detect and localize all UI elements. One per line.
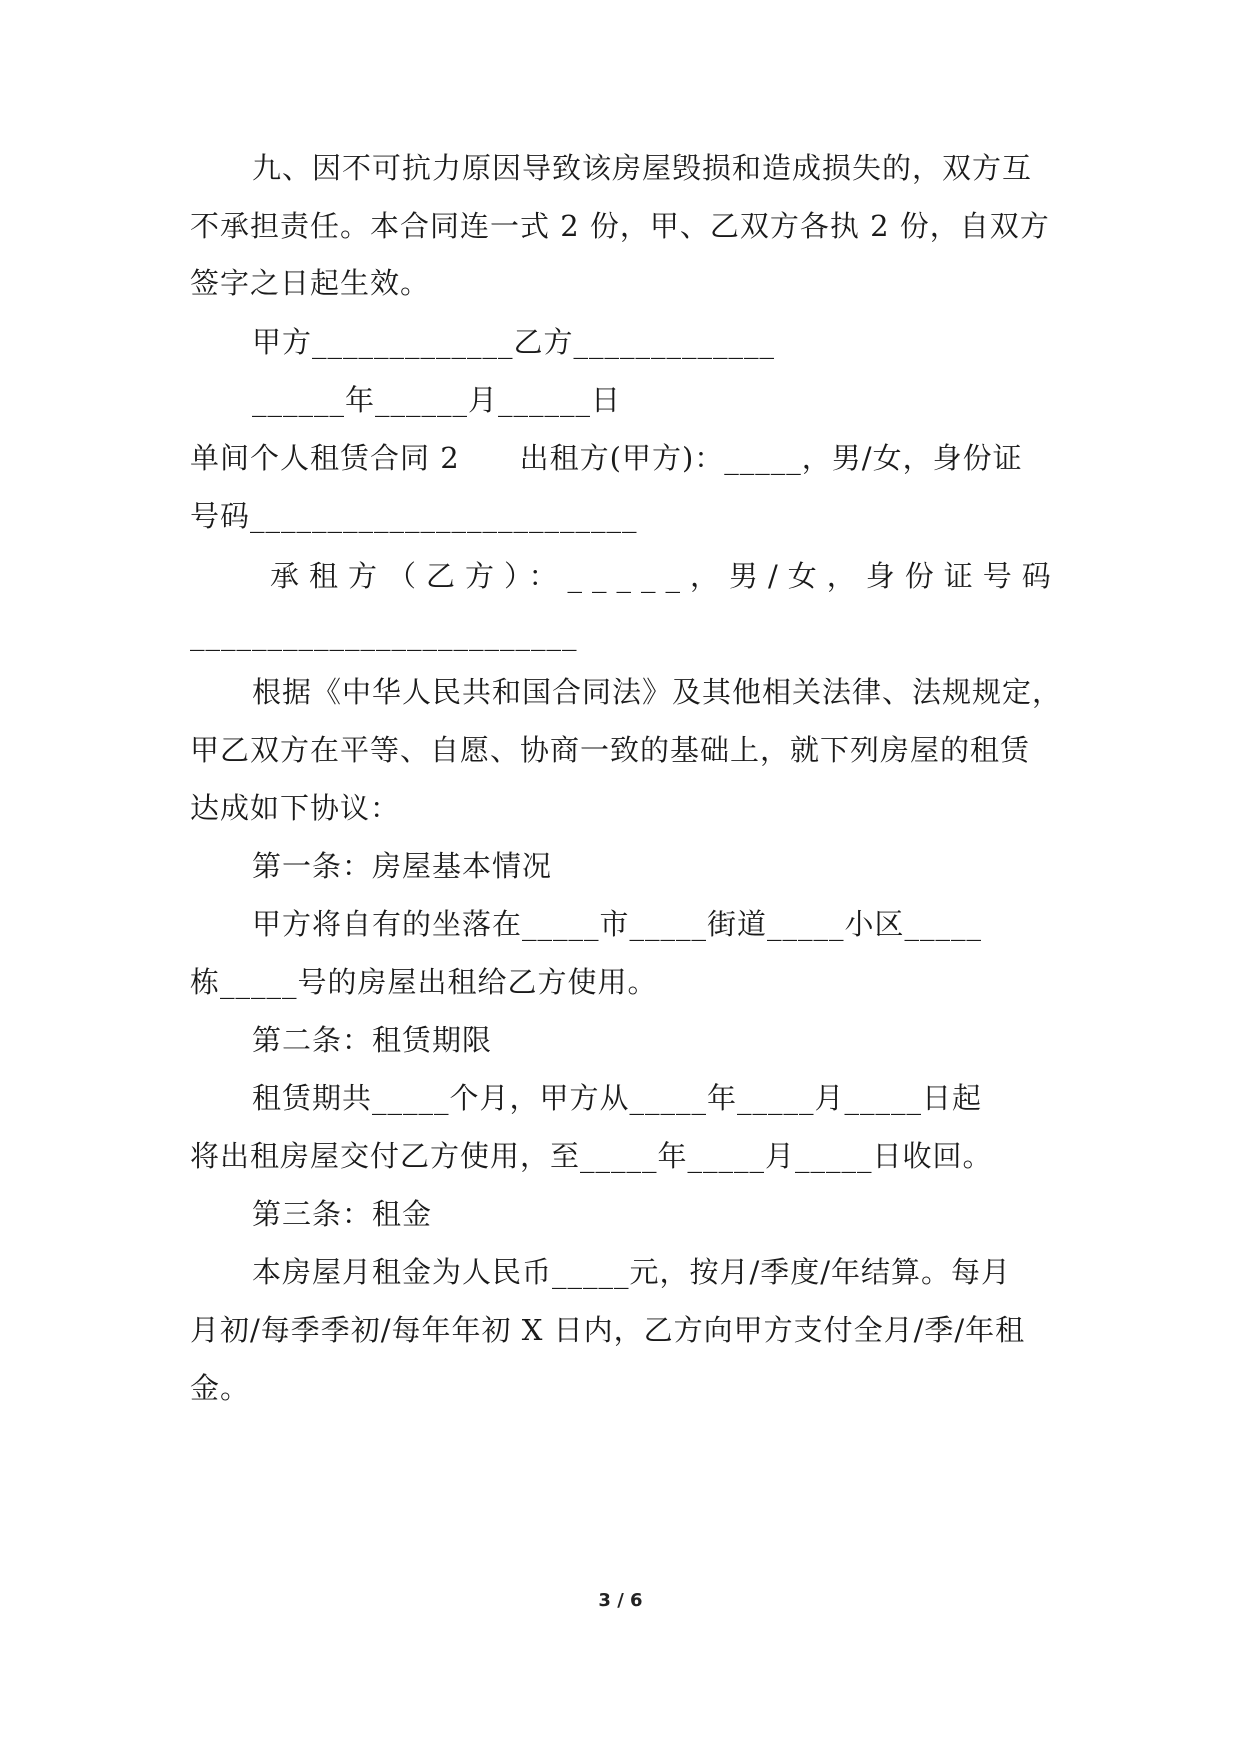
signature-date-line: ______年______月______日 [252, 383, 622, 417]
clause-nine-line-3: 签字之日起生效。 [190, 266, 431, 300]
lessee-id-line: _________________________ [190, 617, 578, 651]
article-two-line-2: 将出租房屋交付乙方使用，至_____年_____月_____日收回。 [190, 1139, 993, 1173]
article-one-heading: 第一条：房屋基本情况 [252, 849, 553, 883]
preamble-line-1: 根据《中华人民共和国合同法》及其他相关法律、法规规定， [252, 675, 1063, 709]
article-three-line-1: 本房屋月租金为人民币_____元，按月/季度/年结算。每月 [252, 1255, 1012, 1289]
clause-nine-line-1: 九、因不可抗力原因导致该房屋毁损和造成损失的，双方互 [252, 151, 1033, 185]
article-one-line-1: 甲方将自有的坐落在_____市_____街道_____小区_____ [252, 907, 983, 941]
article-one-line-2: 栋_____号的房屋出租给乙方使用。 [190, 965, 658, 999]
preamble-line-3: 达成如下协议： [190, 791, 401, 825]
article-three-heading: 第三条：租金 [252, 1197, 433, 1231]
preamble-line-2: 甲乙双方在平等、自愿、协商一致的基础上，就下列房屋的租赁 [190, 733, 1031, 767]
article-three-line-3: 金。 [190, 1371, 251, 1405]
article-two-line-1: 租赁期共_____个月，甲方从_____年_____月_____日起 [252, 1081, 983, 1115]
lessee-line: 承租方（乙方）：_____，男/女，身份证号码 [270, 559, 1061, 593]
contract-title-lessor-line: 单间个人租赁合同 2 出租方(甲方)：_____，男/女，身份证 [190, 441, 1023, 475]
article-two-heading: 第二条：租赁期限 [252, 1023, 493, 1057]
page-number: 3 / 6 [598, 1590, 643, 1611]
clause-nine-line-2: 不承担责任。本合同连一式 2 份，甲、乙双方各执 2 份，自双方 [190, 209, 1050, 243]
lessor-id-line: 号码_________________________ [190, 499, 638, 533]
signature-parties-line: 甲方_____________乙方_____________ [252, 325, 776, 359]
article-three-line-2: 月初/每季季初/每年年初 X 日内，乙方向甲方支付全月/季/年租 [190, 1313, 1026, 1347]
